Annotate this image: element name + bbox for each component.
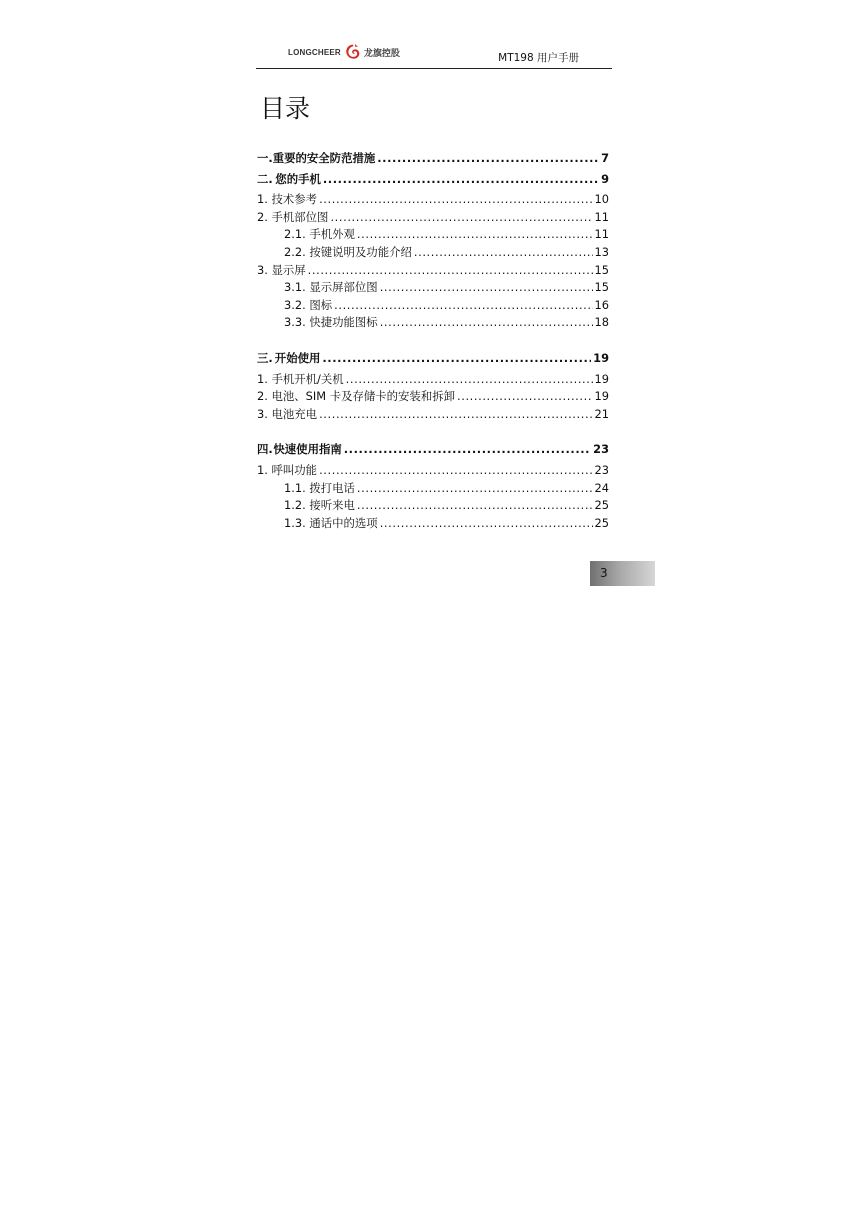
toc-entry-label: 3.3. 快捷功能图标 [284, 315, 378, 330]
toc-dot-leader [414, 244, 593, 262]
toc-entry[interactable] [257, 388, 609, 406]
toc-page-number: 21 [594, 406, 609, 421]
toc-page-number: 9 [601, 171, 609, 186]
company-logo [288, 42, 400, 62]
toc-entry-label: 3.2. 图标 [284, 297, 333, 312]
toc-dot-leader [457, 388, 593, 406]
toc-page-number: 11 [594, 209, 609, 224]
toc-entry-label: 重要的安全防范措施 [272, 151, 376, 165]
toc-entry-label: 3. 电池充电 [257, 406, 318, 421]
toc-dot-leader [346, 371, 593, 389]
toc-entry[interactable] [257, 297, 609, 315]
toc-dot-leader [319, 191, 592, 209]
toc-entry[interactable] [257, 462, 609, 480]
toc-entry-label: 1.1. 拨打电话 [284, 480, 355, 495]
toc-dot-leader [319, 462, 592, 480]
toc-entry-label: 1. 手机开机/关机 [257, 371, 344, 386]
toc-page-number: 7 [601, 151, 609, 165]
toc-dot-leader [322, 350, 591, 368]
toc-dot-leader [380, 279, 593, 297]
toc-entry-label: 您的手机 [275, 171, 321, 186]
toc-chapter-entry[interactable] [257, 171, 609, 189]
page-number: 3 [600, 566, 608, 580]
toc-entry[interactable] [257, 191, 609, 209]
toc-page-number: 19 [593, 350, 609, 365]
toc-chapter-number: 二. [257, 171, 273, 186]
toc-entry[interactable] [257, 406, 609, 424]
toc-entry-label: 3.1. 显示屏部位图 [284, 280, 378, 295]
toc-chapter-number: 三. [257, 350, 273, 365]
toc-chapter-entry[interactable] [257, 150, 609, 168]
toc-entry-label: 2. 电池、SIM 卡及存储卡的安装和拆卸 [257, 389, 455, 404]
logo-text-cn: 龙旗控股 [363, 48, 400, 59]
toc-page-number: 15 [594, 262, 609, 277]
toc-dot-leader [357, 226, 593, 244]
toc-entry[interactable] [257, 209, 609, 227]
toc-page-number: 18 [594, 315, 609, 330]
toc-entry-label: 1.3. 通话中的选项 [284, 515, 378, 530]
toc-dot-leader [377, 150, 599, 168]
toc-entry-label: 2.2. 按键说明及功能介绍 [284, 244, 412, 259]
toc-entry[interactable] [257, 279, 609, 297]
table-of-contents [257, 150, 609, 532]
toc-dot-leader [319, 406, 592, 424]
toc-page-number: 11 [594, 227, 609, 242]
toc-dot-leader [334, 297, 592, 315]
toc-dot-leader [323, 171, 599, 189]
toc-entry-label: 快速使用指南 [273, 442, 342, 457]
toc-chapter-entry[interactable] [257, 441, 609, 459]
toc-page-number: 13 [594, 244, 609, 259]
logo-text-en: LONGCHEER [288, 47, 341, 57]
toc-chapter-number: 一. [257, 151, 273, 165]
swirl-logo-icon [344, 43, 362, 61]
toc-entry[interactable] [257, 497, 609, 515]
toc-entry[interactable] [257, 480, 609, 498]
toc-chapter-entry[interactable] [257, 350, 609, 368]
toc-dot-leader [330, 209, 592, 227]
toc-entry[interactable] [257, 244, 609, 262]
toc-entry-label: 1. 呼叫功能 [257, 462, 318, 477]
toc-page-number: 10 [594, 192, 609, 207]
toc-page-number: 25 [594, 515, 609, 530]
toc-entry[interactable] [257, 226, 609, 244]
toc-page-number: 16 [594, 297, 609, 312]
toc-entry-label: 3. 显示屏 [257, 262, 306, 277]
toc-page-number: 19 [594, 371, 609, 386]
toc-page-number: 24 [594, 480, 609, 495]
page-title: 目录 [260, 94, 311, 123]
toc-page-number: 15 [594, 280, 609, 295]
toc-entry-label: 2.1. 手机外观 [284, 227, 355, 242]
page-number-tab [590, 561, 655, 586]
toc-dot-leader [308, 262, 593, 280]
page-header [256, 36, 612, 69]
toc-dot-leader [344, 441, 591, 459]
toc-page-number: 25 [594, 498, 609, 513]
toc-page-number: 23 [594, 462, 609, 477]
toc-entry-label: 开始使用 [274, 350, 321, 365]
toc-dot-leader [380, 515, 593, 533]
toc-entry[interactable] [257, 262, 609, 280]
toc-entry[interactable] [257, 314, 609, 332]
toc-entry-label: 1.2. 接听来电 [284, 498, 355, 513]
toc-entry[interactable] [257, 515, 609, 533]
toc-dot-leader [357, 497, 593, 515]
toc-entry-label: 2. 手机部位图 [257, 209, 329, 224]
toc-dot-leader [380, 314, 593, 332]
toc-entry[interactable] [257, 371, 609, 389]
toc-entry-label: 1. 技术参考 [257, 192, 318, 207]
toc-page-number: 19 [594, 389, 609, 404]
toc-dot-leader [357, 480, 593, 498]
toc-chapter-number: 四. [257, 442, 273, 457]
document-title: MT198 用户手册 [498, 52, 579, 64]
toc-page-number: 23 [593, 442, 609, 457]
